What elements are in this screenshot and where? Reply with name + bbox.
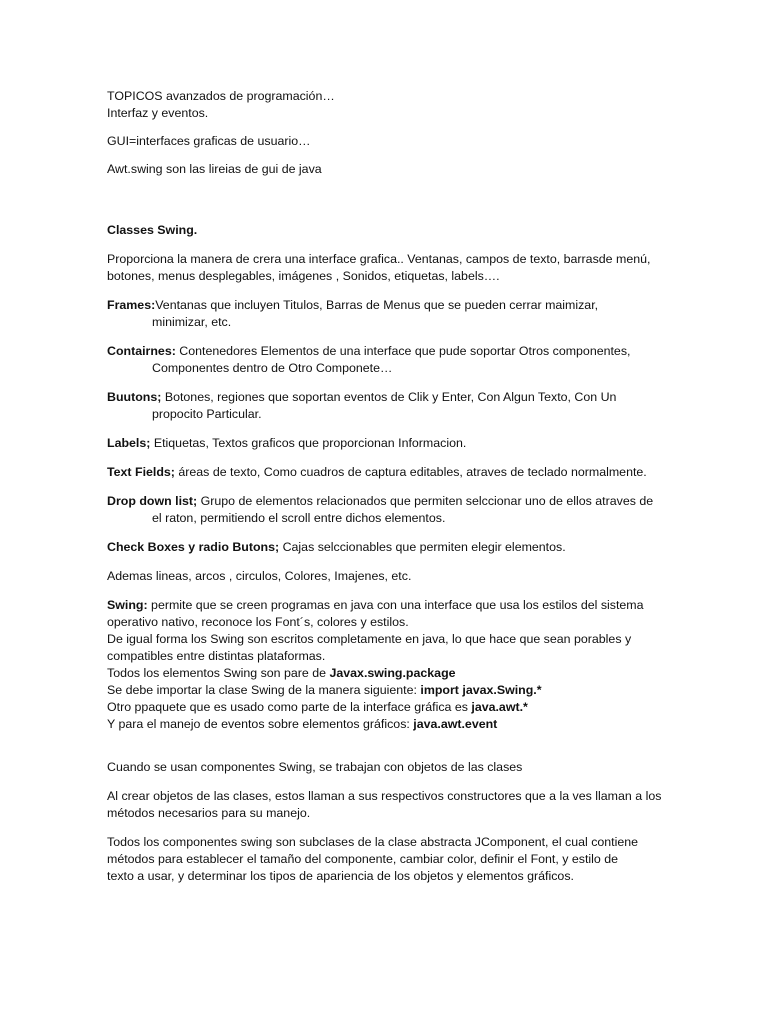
item-labels <box>107 435 672 452</box>
item-dropdown-line-2: el raton, permitiendo el scroll entre dichos elementos. <box>152 511 446 525</box>
item-frames-line-2: minimizar, etc. <box>152 315 232 329</box>
al-crear-line-1: Al crear objetos de las clases, estos llaman a sus respectivos constructores que a la ves llaman a los <box>107 789 662 803</box>
swing-line-6-bold: import javax.Swing.* <box>420 683 542 697</box>
swing-line-4: compatibles entre distintas plataformas. <box>107 649 326 663</box>
swing-paragraph <box>107 597 672 733</box>
header-line-2: Interfaz y eventos. <box>107 106 209 120</box>
item-buutons-text: Botones, regiones que soportan eventos de Clik y Enter, Con Algun Texto, Con Un <box>161 390 617 404</box>
cuando-line: Cuando se usan componentes Swing, se trabajan con objetos de las clases <box>107 760 523 774</box>
swing-line-7-text: Otro ppaquete que es usado como parte de la interface gráfica es <box>107 700 472 714</box>
item-contairnes-text: Contenedores Elementos de una interface que pude soportar Otros componentes, <box>175 344 631 358</box>
al-crear-paragraph <box>107 788 672 822</box>
item-dropdown-term: Drop down list; <box>107 494 198 508</box>
todos-line-2: métodos para establecer el tamaño del componente, cambiar color, definir el Font, y estilo de <box>107 852 619 866</box>
swing-line-5-bold: Javax.swing.package <box>329 666 456 680</box>
swing-line-5 <box>107 665 672 682</box>
gui-line: GUI=interfaces graficas de usuario… <box>107 134 311 148</box>
header-line-1: TOPICOS avanzados de programación… <box>107 89 335 103</box>
swing-line-3: De igual forma los Swing son escritos completamente en java, lo que hace que sean porables y <box>107 632 632 646</box>
item-textfields-term: Text Fields; <box>107 465 175 479</box>
swing-line-8-bold: java.awt.event <box>413 717 498 731</box>
swing-term: Swing: <box>107 598 148 612</box>
item-frames-line-1 <box>107 297 672 314</box>
item-frames <box>107 297 672 331</box>
intro-line-2: botones, menus desplegables, imágenes , Sonidos, etiquetas, labels…. <box>107 269 500 283</box>
classes-title <box>107 222 672 239</box>
item-contairnes-line-2: Componentes dentro de Otro Componete… <box>152 361 393 375</box>
item-frames-term: Frames: <box>107 298 156 312</box>
swing-line-6 <box>107 682 672 699</box>
swing-line-2: operativo nativo, reconoce los Font´s, colores y estilos. <box>107 615 409 629</box>
swing-line-7-bold: java.awt.* <box>471 700 528 714</box>
intro-line-1: Proporciona la manera de crera una interface grafica.. Ventanas, campos de texto, barrasde menú, <box>107 252 651 266</box>
item-checkboxes <box>107 539 672 556</box>
item-checkboxes-line-1 <box>107 539 672 556</box>
todos-paragraph <box>107 834 672 885</box>
swing-line-7 <box>107 699 672 716</box>
item-textfields-line-1 <box>107 464 672 481</box>
item-dropdown-line-1 <box>107 493 672 510</box>
item-buutons <box>107 389 672 423</box>
todos-line-3: texto a usar, y determinar los tipos de apariencia de los objetos y elementos gráficos. <box>107 869 574 883</box>
ademas-line: Ademas lineas, arcos , circulos, Colores, Imajenes, etc. <box>107 569 412 583</box>
item-contairnes-term: Contairnes: <box>107 344 176 358</box>
item-frames-text: Ventanas que incluyen Titulos, Barras de Menus que se pueden cerrar maimizar, <box>155 298 599 312</box>
swing-line-1 <box>107 597 672 614</box>
item-labels-line-1 <box>107 435 672 452</box>
swing-line-8 <box>107 716 672 733</box>
al-crear-line-2: métodos necesarios para su manejo. <box>107 806 311 820</box>
item-buutons-line-2: propocito Particular. <box>152 407 262 421</box>
awt-line: Awt.swing son las lireias de gui de java <box>107 162 322 176</box>
item-contairnes <box>107 343 672 377</box>
intro-paragraph <box>107 251 672 285</box>
item-contairnes-line-1 <box>107 343 672 360</box>
todos-line-1: Todos los componentes swing son subclases de la clase abstracta JComponent, el cual contiene <box>107 835 639 849</box>
item-labels-term: Labels; <box>107 436 151 450</box>
swing-line-5-text: Todos los elementos Swing son pare de <box>107 666 330 680</box>
item-buutons-term: Buutons; <box>107 390 162 404</box>
item-dropdown-text: Grupo de elementos relacionados que permiten selccionar uno de ellos atraves de <box>197 494 654 508</box>
swing-line-1-text: permite que se creen programas en java con una interface que usa los estilos del sistema <box>147 598 644 612</box>
item-labels-text: Etiquetas, Textos graficos que proporcionan Informacion. <box>150 436 467 450</box>
classes-title-text: Classes Swing. <box>107 223 198 237</box>
item-checkboxes-term: Check Boxes y radio Butons; <box>107 540 280 554</box>
item-textfields-text: áreas de texto, Como cuadros de captura editables, atraves de teclado normalmente. <box>174 465 647 479</box>
item-buutons-line-1 <box>107 389 672 406</box>
swing-line-6-text: Se debe importar la clase Swing de la manera siguiente: <box>107 683 421 697</box>
item-checkboxes-text: Cajas selccionables que permiten elegir elementos. <box>279 540 566 554</box>
item-dropdown <box>107 493 672 527</box>
swing-line-8-text: Y para el manejo de eventos sobre elementos gráficos: <box>107 717 414 731</box>
item-textfields <box>107 464 672 481</box>
